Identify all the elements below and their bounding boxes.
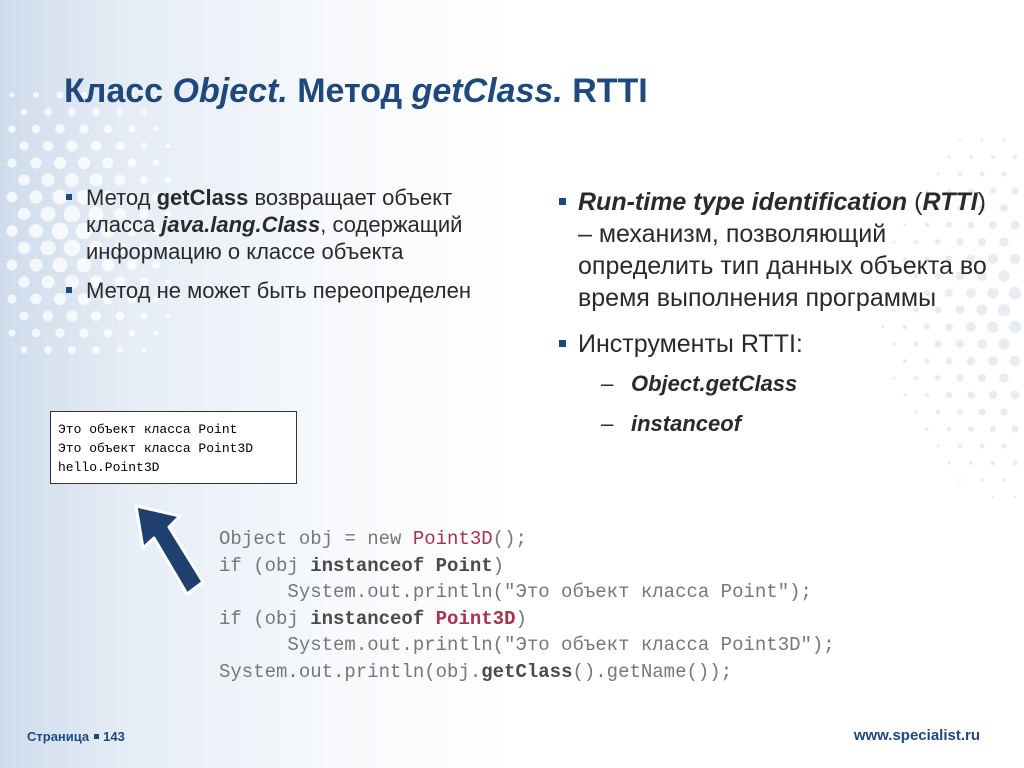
footer-page-number (27, 729, 125, 744)
code-keyword: instanceof (310, 554, 425, 577)
code-text: System.out.println("Это объект класса Point"); (219, 581, 812, 603)
code-text: if (obj (219, 554, 311, 577)
code-keyword: getClass (481, 660, 573, 683)
background-dot (936, 172, 939, 175)
background-dot (21, 109, 28, 116)
background-dot (19, 141, 28, 150)
code-text: ) (492, 554, 505, 577)
right-bullet-rtti-definition (556, 186, 996, 314)
background-dot (21, 347, 28, 354)
background-dot (18, 208, 30, 220)
footer-page-value: 143 (103, 729, 125, 744)
background-dot (1002, 138, 1006, 142)
code-text: ) (515, 607, 527, 630)
background-dot (998, 270, 1009, 281)
background-dot (43, 141, 54, 152)
background-dot (153, 160, 160, 167)
background-dot (1000, 204, 1008, 212)
dash-marker: – (601, 371, 614, 396)
title-text-rtti: RTTI (562, 72, 648, 110)
left-column (62, 184, 482, 316)
background-dot (1011, 221, 1020, 230)
background-dot (57, 92, 64, 99)
bullet-square-icon (66, 287, 72, 293)
background-dot (19, 311, 28, 320)
background-dot (154, 331, 159, 336)
background-dot (8, 329, 15, 336)
background-dot (79, 124, 89, 134)
code-line (219, 659, 835, 686)
background-dot (1012, 426, 1019, 433)
background-dot (969, 461, 973, 465)
background-dot (1010, 356, 1021, 367)
code-text (424, 555, 435, 577)
console-line: Это объект класса Point (58, 422, 238, 437)
title-text-getclass: getClass. (411, 72, 563, 110)
footer-page-label: Страница (27, 729, 90, 744)
rtti-tools-list (578, 364, 996, 444)
title-text-1: Класс (64, 72, 173, 110)
right-column (556, 186, 996, 458)
background-dot (991, 155, 995, 159)
background-dot (980, 138, 983, 141)
background-dot (1010, 254, 1021, 265)
background-dot (10, 93, 15, 98)
background-dot (141, 143, 148, 150)
background-dot (992, 496, 995, 499)
background-dot (142, 348, 147, 353)
background-dot (18, 242, 30, 254)
background-dot (32, 329, 41, 338)
background-dot (68, 346, 76, 354)
background-dot (979, 171, 984, 176)
slide-title (64, 72, 648, 111)
background-dot (129, 330, 136, 337)
footer-square-icon (94, 734, 99, 739)
bullet-square-icon (559, 340, 566, 347)
bullet-text: Инструменты RTTI: (578, 330, 803, 358)
bullet-text-getclass: getClass (156, 185, 249, 210)
background-dot (959, 139, 962, 142)
background-dot (959, 479, 962, 482)
background-dot (44, 346, 52, 354)
bullet-text: , содержащий информацию о классе объекта (86, 212, 463, 264)
background-dot (40, 206, 55, 221)
background-dot (7, 192, 18, 203)
background-dot (1001, 171, 1007, 177)
code-text: (); (492, 528, 527, 550)
background-dot (43, 311, 53, 321)
background-dot (998, 338, 1009, 349)
code-line (219, 632, 835, 659)
background-dot (33, 92, 39, 98)
code-snippet (219, 526, 835, 685)
bullet-text-rtti-term: Run-time type identification (578, 188, 908, 216)
background-dot (128, 159, 137, 168)
left-bullet-getclass (62, 184, 482, 265)
code-line (219, 606, 835, 633)
background-dot (140, 176, 148, 184)
title-text-object: Object. (172, 72, 288, 110)
bullet-text-rtti-abbr: RTTI (922, 188, 978, 216)
background-dot (29, 258, 42, 271)
code-keyword: instanceof (310, 607, 425, 630)
right-bullet-rtti-tools (556, 328, 996, 444)
background-dot (1000, 408, 1008, 416)
background-dot (7, 294, 16, 303)
bullet-text: ( (907, 188, 923, 216)
code-class-name: Point3D (412, 528, 493, 550)
bullet-text: возвращает объект класса (86, 185, 453, 237)
bullet-text-java-lang-class: java.lang.Class (161, 212, 321, 237)
background-dot (969, 155, 973, 159)
background-dot (1011, 391, 1020, 400)
background-dot (999, 237, 1009, 247)
background-dot (8, 125, 15, 132)
background-dot (55, 328, 64, 337)
bullet-square-icon (66, 194, 72, 200)
background-dot (103, 158, 114, 169)
code-text: if (obj (219, 607, 311, 630)
code-class-name: Point (435, 554, 493, 577)
background-dot (1012, 188, 1019, 195)
console-line: Это объект класса Point3D (58, 441, 254, 456)
background-dot (54, 157, 66, 169)
code-text: System.out.println(obj. (219, 660, 482, 683)
background-dot (1014, 496, 1017, 499)
background-dot (32, 125, 41, 134)
code-text (424, 608, 435, 630)
background-dot (18, 174, 29, 185)
background-dot (958, 172, 962, 176)
background-dot (92, 346, 100, 354)
rtti-tool-item (578, 404, 996, 444)
background-dot (40, 240, 55, 255)
arrow-up-left-icon (128, 500, 208, 600)
rtti-tool-item (578, 364, 996, 404)
background-dot (78, 157, 90, 169)
background-dot (18, 276, 29, 287)
rtti-tool-label: Object.getClass (631, 371, 798, 396)
background-dot (117, 347, 124, 354)
bullet-text: Метод (86, 185, 157, 210)
background-dot (41, 275, 54, 288)
background-dot (1009, 321, 1022, 334)
bullet-text: Метод не может быть переопределен (86, 278, 472, 303)
background-dot (30, 157, 41, 168)
background-dot (1013, 461, 1018, 466)
background-dot (44, 108, 52, 116)
code-text: Object obj = new (219, 528, 413, 550)
code-text: System.out.println("Это объект класса Point3D"); (219, 634, 835, 656)
background-dot (30, 293, 41, 304)
console-output-box (50, 411, 297, 484)
left-bullet-override (62, 277, 482, 304)
code-line (219, 579, 835, 606)
background-dot (947, 461, 950, 464)
background-dot (7, 158, 16, 167)
code-class-name: Point3D (435, 607, 516, 630)
console-line: hello.Point3D (58, 460, 160, 475)
background-dot (66, 140, 77, 151)
background-dot (165, 177, 171, 183)
bullet-square-icon (559, 198, 566, 205)
rtti-tool-label: instanceof (631, 411, 742, 436)
background-dot (129, 126, 136, 133)
background-dot (999, 373, 1009, 383)
code-line (219, 526, 835, 553)
dash-marker: – (601, 411, 614, 436)
background-dot (1002, 478, 1006, 482)
background-dot (116, 142, 125, 151)
background-dot (6, 225, 17, 236)
code-line (219, 553, 835, 580)
background-dot (41, 173, 54, 186)
code-text: ().getName()); (572, 660, 733, 683)
bullet-text: ) – механизм, позволяющий определить тип данных объекта во время выполнения программы (578, 188, 987, 312)
background-dot (947, 155, 950, 158)
background-dot (7, 260, 18, 271)
background-dot (29, 224, 43, 238)
background-dot (1013, 155, 1018, 160)
background-dot (991, 461, 995, 465)
background-dot (980, 478, 983, 481)
background-dot (998, 304, 1010, 316)
background-dot (154, 127, 159, 132)
background-dot (104, 125, 113, 134)
background-dot (91, 141, 101, 151)
footer-website-link[interactable]: www.specialist.ru (853, 727, 980, 744)
background-dot (1009, 287, 1022, 300)
background-dot (166, 144, 171, 149)
background-dot (1001, 443, 1007, 449)
title-text-3: Метод (287, 72, 412, 110)
background-dot (29, 190, 42, 203)
background-dot (55, 124, 65, 134)
background-dot (104, 329, 112, 337)
background-dot (79, 328, 88, 337)
